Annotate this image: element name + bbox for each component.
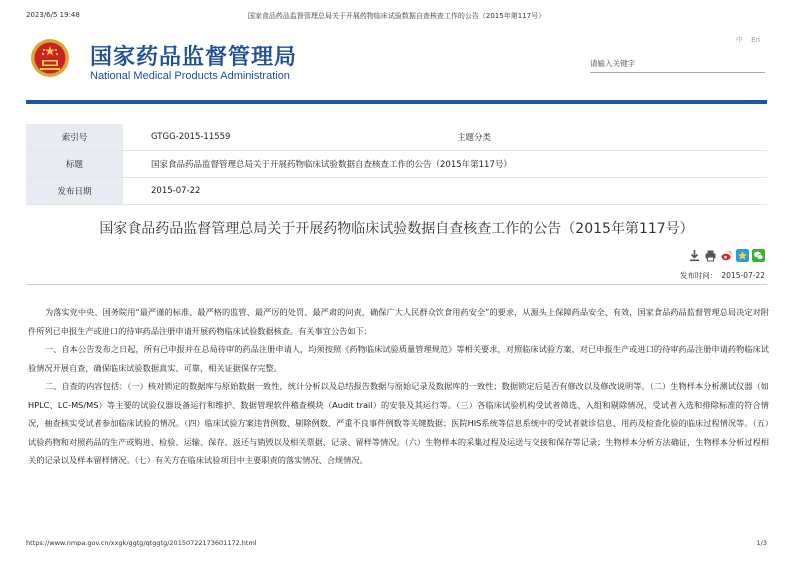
title-value: 国家食品药品监督管理总局关于开展药物临床试验数据自查核查工作的公告（2015年第117号） — [123, 151, 767, 178]
date-value: 2015-07-22 — [123, 178, 767, 205]
site-name-cn[interactable]: 国家药品监督管理局 — [90, 45, 298, 70]
lang-en-link[interactable]: En — [751, 36, 760, 44]
national-emblem-logo[interactable] — [30, 38, 70, 78]
article-body — [28, 303, 769, 470]
wechat-icon[interactable] — [752, 249, 765, 262]
meta-row-date — [26, 178, 767, 205]
meta-row-index — [26, 124, 767, 151]
print-header — [26, 11, 767, 25]
publish-date-value: 2015-07-22 — [721, 271, 765, 280]
content-divider — [26, 284, 767, 285]
print-url: https://www.nmpa.gov.cn/xxgk/ggtg/qtggtg/20150722173601172.html — [26, 539, 257, 547]
search-input[interactable]: 请输入关键字 — [590, 55, 765, 73]
site-name-en[interactable]: National Medical Products Administration — [90, 70, 290, 82]
article-paragraph: 为落实党中央、国务院用“最严谨的标准、最严格的监管、最严厉的处罚、最严肃的问责，确保广大人民群众饮食用药安全”的要求，从源头上保障药品安全、有效，国家食品药品监督管理总局决定对附件所列已申报生产或进口的待审药品注册申请开展药物临床试验数据核查。有关事宜公告如下： — [28, 307, 769, 336]
print-page-number: 1/3 — [756, 539, 767, 547]
language-switcher — [730, 35, 760, 45]
share-toolbar — [688, 247, 765, 263]
index-value: GTGG-2015-11559 — [123, 124, 423, 151]
lang-zh-link[interactable]: 中 — [735, 36, 743, 44]
category-value — [525, 124, 767, 151]
date-label: 发布日期 — [26, 178, 123, 205]
print-page-title: 国家食品药品监督管理总局关于开展药物临床试验数据自查核查工作的公告（2015年第117号） — [247, 12, 546, 20]
meta-row-title — [26, 151, 767, 178]
print-footer — [26, 539, 767, 547]
qzone-icon[interactable] — [736, 249, 749, 262]
publish-date-label: 发布时间： — [679, 271, 718, 280]
article-paragraph: 一、自本公告发布之日起，所有已申报并在总局待审的药品注册申请人，均须按照《药物临床试验质量管理规范》等相关要求，对照临床试验方案，对已申报生产或进口的待审药品注册申请药物临床试验情况开展自查，确保临床试验数据真实、可靠，相关证据保存完整。 — [28, 344, 769, 373]
header-divider — [26, 100, 767, 104]
title-label: 标题 — [26, 151, 123, 178]
weibo-icon[interactable] — [720, 249, 733, 262]
download-icon[interactable] — [688, 249, 701, 262]
print-icon[interactable] — [704, 249, 717, 262]
publish-date — [680, 270, 765, 281]
document-meta-table — [26, 124, 767, 205]
article-paragraph: 二、自查的内容包括：（一）核对锁定的数据库与原始数据一致性，统计分析以及总结报告数据与原始记录及数据库的一致性；数据锁定后是否有修改以及修改说明等。（二）生物样本分析测试仪器（如HPLC、LC-MS/MS）等主要的试验仪器设备运行和维护、数据管理软件稽查模块（Audit trail）的安装及其运行等。（三）各临床试验机构受试者筛选、入组和剔除情况，受试者入选和排除标准的符合情况，抽查核实受试者参加临床试验的情况。（四）临床试验方案违背例数、剔除例数、严重不良事件例数等关键数据；医院HIS系统等信息系统中的受试者就诊信息、用药及检查化验的临床过程情况等。（五）试验药物和对照药品的生产或购进、检验、运输、保存、返还与销毁以及相关票据、记录、留样等情况。（六）生物样本的采集过程及运送与交接和保存等记录；生物样本分析方法确证，生物样本分析过程相关的记录以及样本留样情况。（七）有关方在临床试验项目中主要职责的落实情况、合规情况。 — [28, 381, 769, 465]
print-date: 2023/6/5 19:48 — [26, 11, 80, 19]
article-title: 国家食品药品监督管理总局关于开展药物临床试验数据自查核查工作的公告（2015年第117号） — [99, 221, 694, 237]
category-label: 主题分类 — [423, 124, 525, 151]
index-label: 索引号 — [26, 124, 123, 151]
